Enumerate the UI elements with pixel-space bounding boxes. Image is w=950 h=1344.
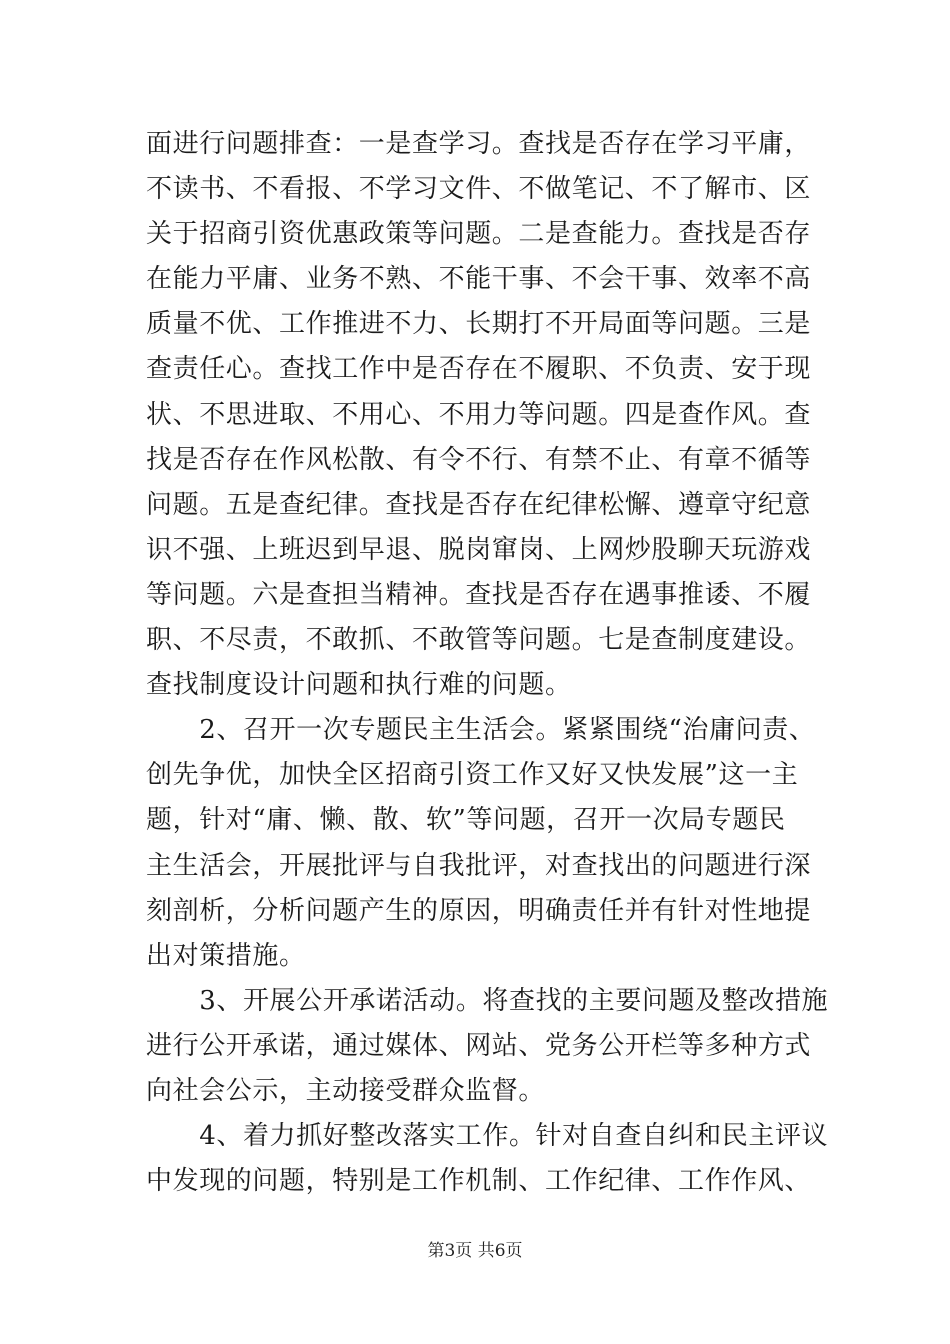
text-line: 问题。五是查纪律。查找是否存在纪律松懈、遵章守纪意 xyxy=(146,489,812,520)
text-line: 刻剖析，分析问题产生的原因，明确责任并有针对性地提 xyxy=(146,895,812,926)
text-line: 面进行问题排查：一是查学习。查找是否存在学习平庸， xyxy=(146,129,812,159)
text-line: 职、不尽责，不敢抓、不敢管等问题。七是查制度建设。 xyxy=(146,625,812,656)
text-line: 主生活会，开展批评与自我批评，对查找出的问题进行深 xyxy=(146,850,812,881)
text-line: 质量不优、工作推进不力、长期打不开局面等问题。三是 xyxy=(146,309,812,340)
text-line: 在能力平庸、业务不熟、不能干事、不会干事、效率不高 xyxy=(146,264,812,295)
text-line: 3、开展公开承诺活动。将查找的主要问题及整改措施 xyxy=(146,985,829,1016)
text-line: 识不强、上班迟到早退、脱岗窜岗、上网炒股聊天玩游戏 xyxy=(146,534,812,565)
text-line: 进行公开承诺，通过媒体、网站、党务公开栏等多种方式 xyxy=(146,1030,812,1061)
text-line: 4、着力抓好整改落实工作。针对自查自纠和民主评议 xyxy=(146,1121,829,1152)
text-line: 中发现的问题，特别是工作机制、工作纪律、工作作风、 xyxy=(146,1166,812,1197)
document-body xyxy=(146,122,829,1204)
text-line: 关于招商引资优惠政策等问题。二是查能力。查找是否存 xyxy=(146,219,812,250)
text-line: 题，针对“庸、懒、散、软”等问题，召开一次局专题民 xyxy=(146,805,786,836)
text-line: 状、不思进取、不用心、不用力等问题。四是查作风。查 xyxy=(146,399,812,430)
text-line: 查责任心。查找工作中是否存在不履职、不负责、安于现 xyxy=(146,354,812,385)
text-line: 查找制度设计问题和执行难的问题。 xyxy=(146,670,572,701)
text-line: 不读书、不看报、不学习文件、不做笔记、不了解市、区 xyxy=(146,174,812,205)
text-line: 创先争优，加快全区招商引资工作又好又快发展”这一主 xyxy=(146,760,799,791)
text-line: 找是否存在作风松散、有令不行、有禁不止、有章不循等 xyxy=(146,444,812,475)
page-number-footer: 第3页 共6页 xyxy=(427,1241,523,1261)
text-line: 2、召开一次专题民主生活会。紧紧围绕“治庸问责、 xyxy=(146,715,816,746)
text-line: 出对策措施。 xyxy=(146,940,306,971)
text-line: 等问题。六是查担当精神。查找是否存在遇事推诿、不履 xyxy=(146,579,812,610)
text-line: 向社会公示，主动接受群众监督。 xyxy=(146,1075,546,1106)
